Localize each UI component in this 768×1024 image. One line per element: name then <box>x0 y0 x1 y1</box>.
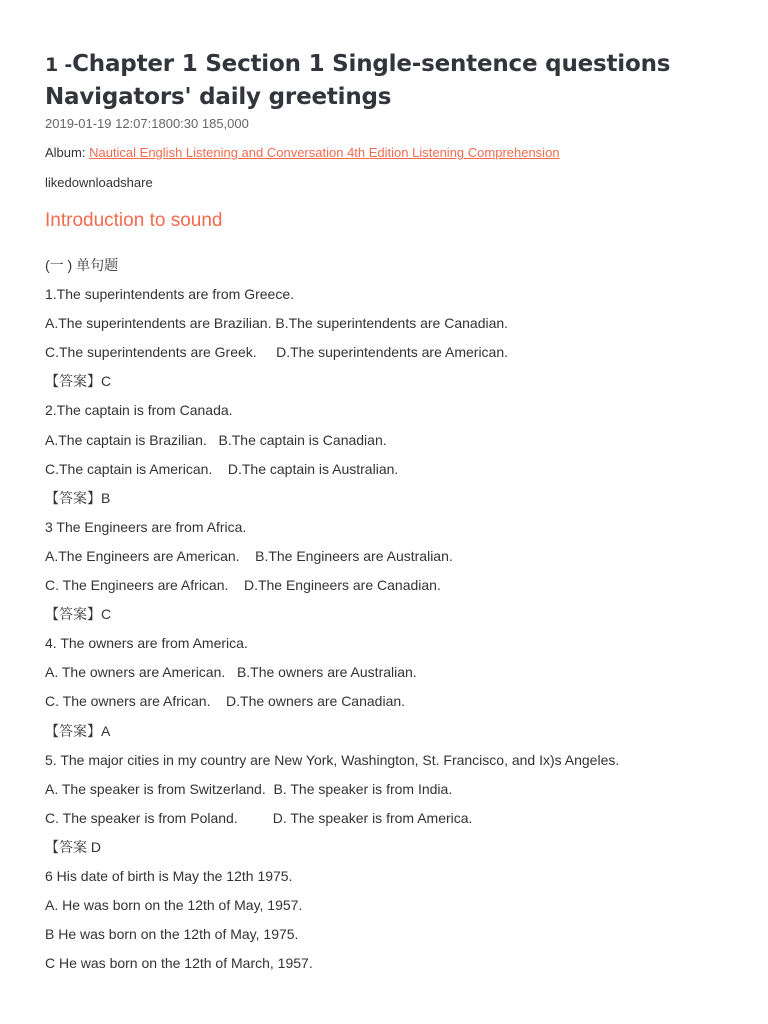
content-line: A.The Engineers are American. B.The Engineers are Australian. <box>45 547 453 564</box>
article-title-text: Chapter 1 Section 1 Single-sentence questions Navigators' daily greetings <box>45 51 671 110</box>
content-line: B He was born on the 12th of May, 1975. <box>45 926 299 943</box>
album-label: Album: <box>45 145 90 160</box>
content-line: A.The captain is Brazilian. B.The captain is Canadian. <box>45 431 387 448</box>
question-list <box>45 255 723 982</box>
content-line: C. The Engineers are African. D.The Engineers are Canadian. <box>45 577 441 594</box>
content-line: 【答案】B <box>45 489 111 506</box>
content-line: A. The owners are American. B.The owners are Australian. <box>45 664 417 681</box>
section-heading: Introduction to sound <box>45 210 223 231</box>
article-title-number: 1 - <box>45 54 73 76</box>
content-line: 【答案】C <box>45 606 112 623</box>
action-bar <box>45 175 723 191</box>
content-line: 1.The superintendents are from Greece. <box>45 286 295 303</box>
download-button[interactable]: download <box>64 175 121 190</box>
content-line: 4. The owners are from America. <box>45 635 248 652</box>
article-meta: 2019-01-19 12:07:1800:30 185,000 <box>45 116 249 131</box>
album-link[interactable]: Nautical English Listening and Conversation 4th Edition Listening Comprehension <box>89 145 560 160</box>
content-line: C. The owners are African. D.The owners are Canadian. <box>45 693 406 710</box>
content-line: C.The captain is American. D.The captain is Australian. <box>45 460 399 477</box>
content-line: A. The speaker is from Switzerland. B. The speaker is from India. <box>45 780 453 797</box>
content-line: 3 The Engineers are from Africa. <box>45 518 247 535</box>
content-line: 6 His date of birth is May the 12th 1975. <box>45 867 293 884</box>
album-row <box>45 145 723 161</box>
content-line: 【答案】C <box>45 373 112 390</box>
content-line: C He was born on the 12th of March, 1957. <box>45 955 313 972</box>
content-line: 5. The major cities in my country are New York, Washington, St. Francisco, and Ix)s Angeles. <box>45 751 620 768</box>
share-button[interactable]: share <box>120 175 153 190</box>
content-line: C.The superintendents are Greek. D.The superintendents are American. <box>45 344 509 361</box>
content-line: (一 ) 单句题 <box>45 257 119 273</box>
content-line: A. He was born on the 12th of May, 1957. <box>45 897 303 914</box>
content-line: A.The superintendents are Brazilian. B.The superintendents are Canadian. <box>45 315 509 332</box>
article-title <box>45 0 723 113</box>
content-line: 【答案】A <box>45 722 111 739</box>
content-line: 2.The captain is from Canada. <box>45 402 233 419</box>
content-line: C. The speaker is from Poland. D. The speaker is from America. <box>45 809 473 826</box>
like-button[interactable]: like <box>45 175 65 190</box>
content-line: 【答案 D <box>45 838 101 855</box>
